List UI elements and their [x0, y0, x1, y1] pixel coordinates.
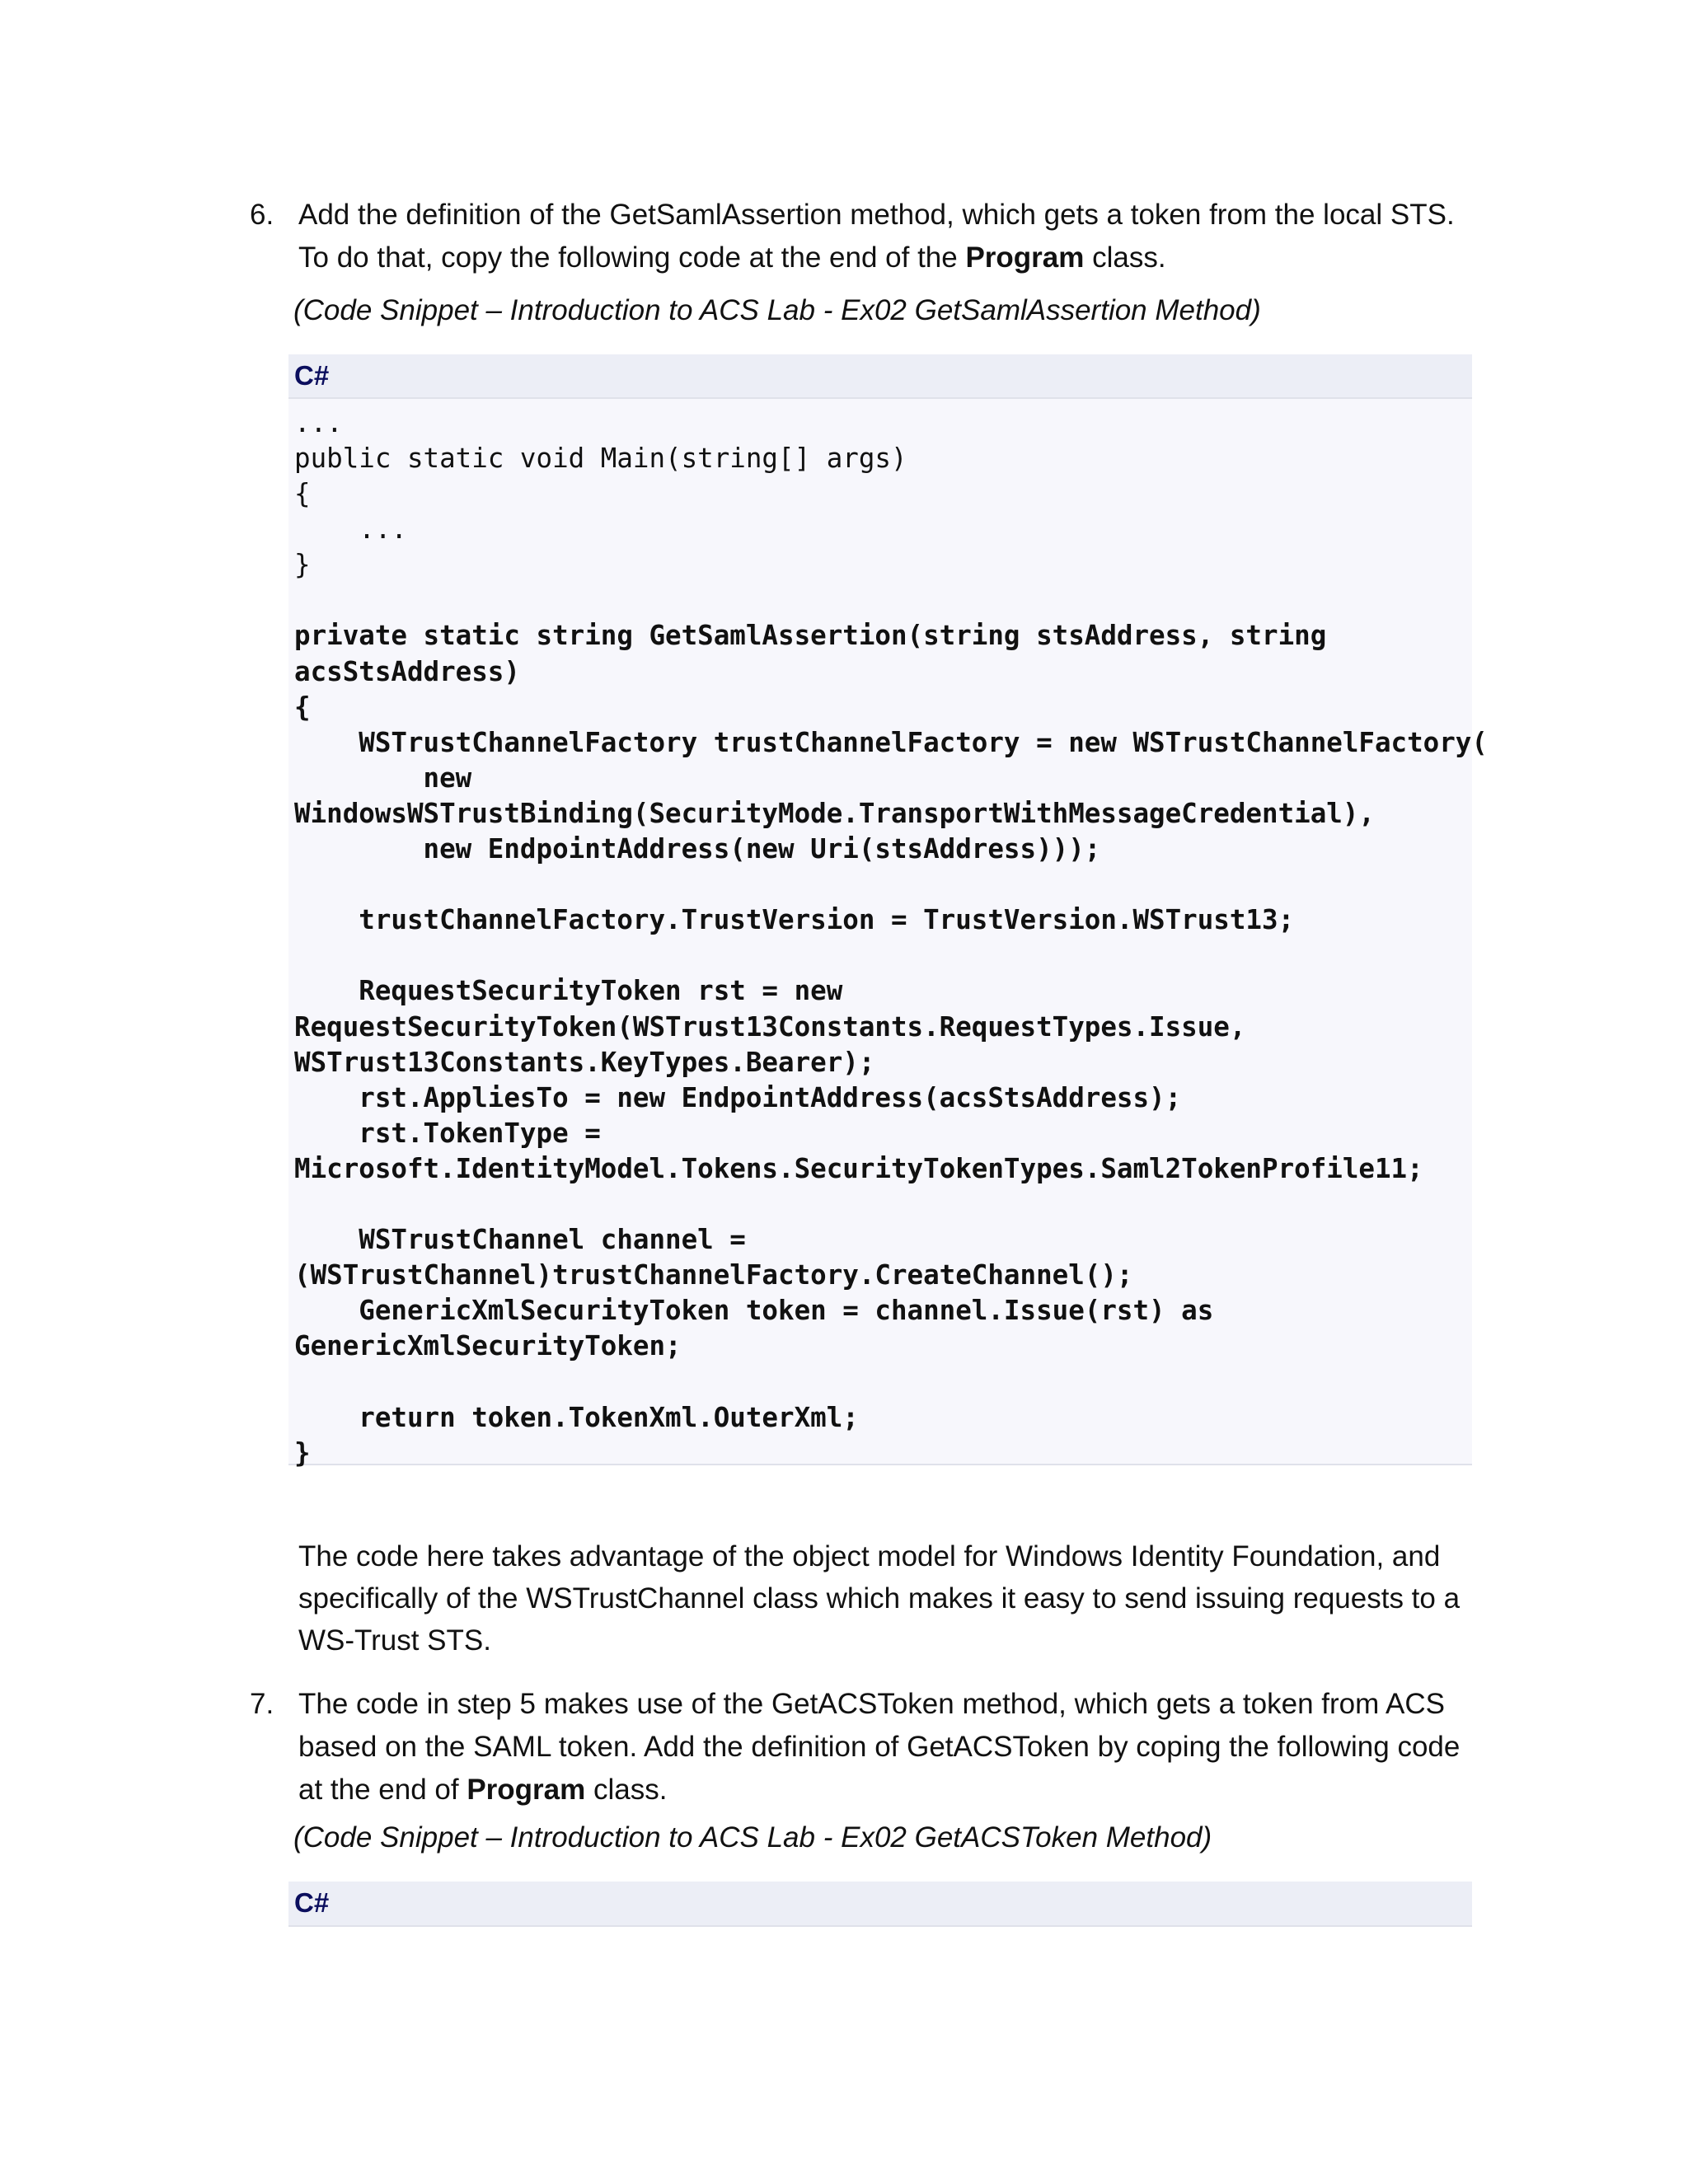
- code-block: [288, 399, 1488, 1469]
- program-keyword: Program: [467, 1774, 586, 1806]
- code-highlighted: private static string GetSamlAssertion(string stsAddress, string acsStsAddress) { WSTrustChannelFactory trustChannelFactory = new WSTrustChannelFactory( new WindowsWSTrustBinding(SecurityMode.TransportWithMessageCredential), new EndpointAddress(new Uri(stsAddress))); trustChannelFactory.TrustVersion = TrustVersion.WSTrust13; RequestSecurityToken rst = new RequestSecurityToken(WSTrust13Constants.RequestTypes.Issue, WSTrust13Constants.KeyTypes.Bearer); rst.AppliesTo = new EndpointAddress(acsStsAddress); rst.TokenType = Microsoft.IdentityModel.Tokens.SecurityTokenTypes.Saml2TokenProfile11; WSTrustChannel channel = (WSTrustChannel)trustChannelFactory.CreateChannel(); GenericXmlSecurityToken token = channel.Issue(rst) as GenericXmlSecurityToken; return token.TokenXml.OuterXml; }: [294, 620, 1488, 1469]
- step-number: 7.: [250, 1688, 274, 1720]
- code-language-label: C#: [294, 360, 330, 391]
- step-text: The code in step 5 makes use of the GetACSToken method, which gets a token from ACS based on the SAML token. Add the definition of GetACSToken by coping the following code at the end of Program class.: [298, 1688, 1461, 1806]
- code-language-label: C#: [294, 1887, 330, 1918]
- code-block-header: [288, 1882, 1472, 1927]
- code-snippet-caption: (Code Snippet – Introduction to ACS Lab - Ex02 GetSamlAssertion Method): [293, 294, 1261, 326]
- step-7: [250, 1683, 1470, 1811]
- step-6: [250, 194, 1470, 279]
- code-snippet-caption: (Code Snippet – Introduction to ACS Lab - Ex02 GetACSToken Method): [293, 1821, 1212, 1854]
- step-text: Add the definition of the GetSamlAssertion method, which gets a token from the local STS. To do that, copy the following code at the end of the Program class.: [298, 199, 1455, 274]
- explanation-paragraph: The code here takes advantage of the object model for Windows Identity Foundation, and specifically of the WSTrustChannel class which makes it easy to send issuing requests to a WS-Trust STS.: [298, 1540, 1461, 1657]
- code-plain: ... public static void Main(string[] args) { ... }: [294, 407, 907, 581]
- program-keyword: Program: [965, 241, 1085, 274]
- step-number: 6.: [250, 199, 274, 231]
- code-block-header: [288, 354, 1472, 399]
